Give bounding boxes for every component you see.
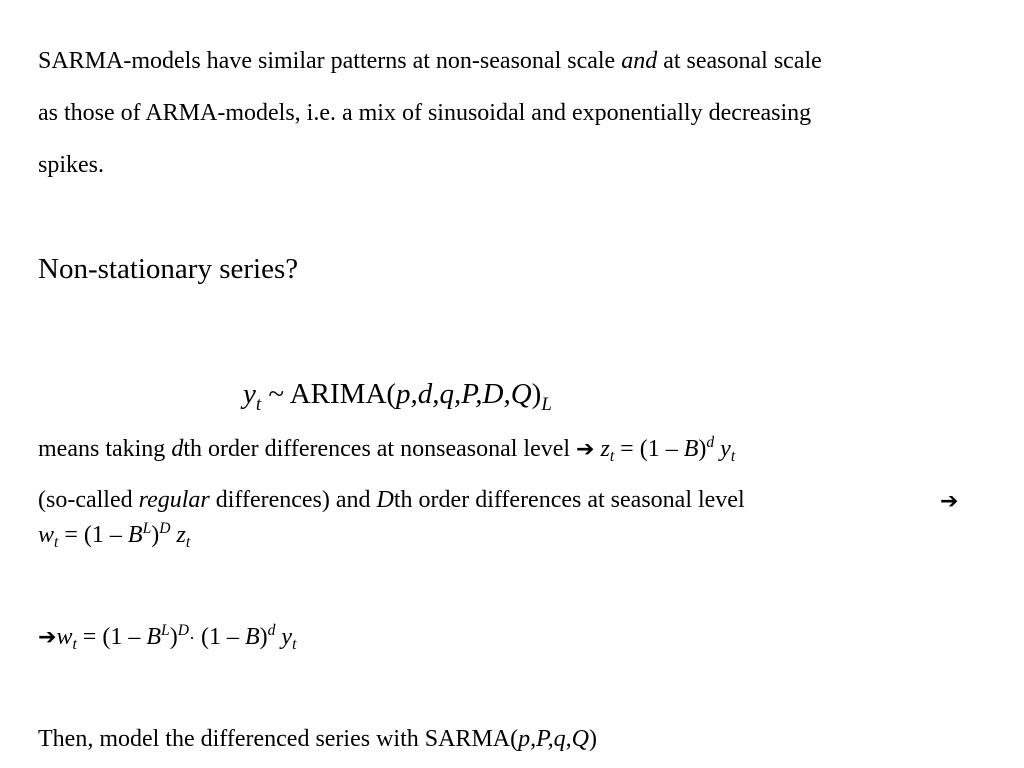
right-arrow-icon: ➔	[940, 489, 959, 514]
nonseasonal-difference-line: means taking dth order differences at nonseasonal level ➔ $z_t = (1 - B)^d$ $y_t$	[38, 434, 736, 466]
section-heading: Non-stationary series?	[38, 253, 299, 285]
intro-line-2: as those of ARMA-models, i.e. a mix of sinusoidal and exponentially decreasing	[38, 100, 812, 126]
seasonal-difference-line: (so-called regular differences) and Dth order differences at seasonal level	[38, 487, 745, 513]
intro-paragraph	[38, 35, 988, 191]
seasonal-difference-formula: $w_t = (1 - B^L)^D$ $z_t$	[38, 520, 191, 552]
emphasis-and: and	[621, 48, 658, 74]
conclusion-line: Then, model the differenced series with SARMA(p,P,q,Q)	[38, 726, 598, 752]
intro-line-3: spikes.	[38, 152, 104, 178]
arima-formula: $y_t$ ~ $ARIMA(p,d,q,P,D,Q)_L$	[243, 378, 552, 415]
intro-line-1: SARMA-models have similar patterns at non-seasonal scale and at seasonal scale	[38, 48, 822, 74]
right-arrow-icon: ➔	[38, 625, 57, 650]
right-arrow-icon: ➔	[576, 437, 595, 462]
combined-difference-formula: $➔w_t = (1 - B^L)^D\cdot (1 - B)^d$ $y_t$	[38, 622, 297, 654]
